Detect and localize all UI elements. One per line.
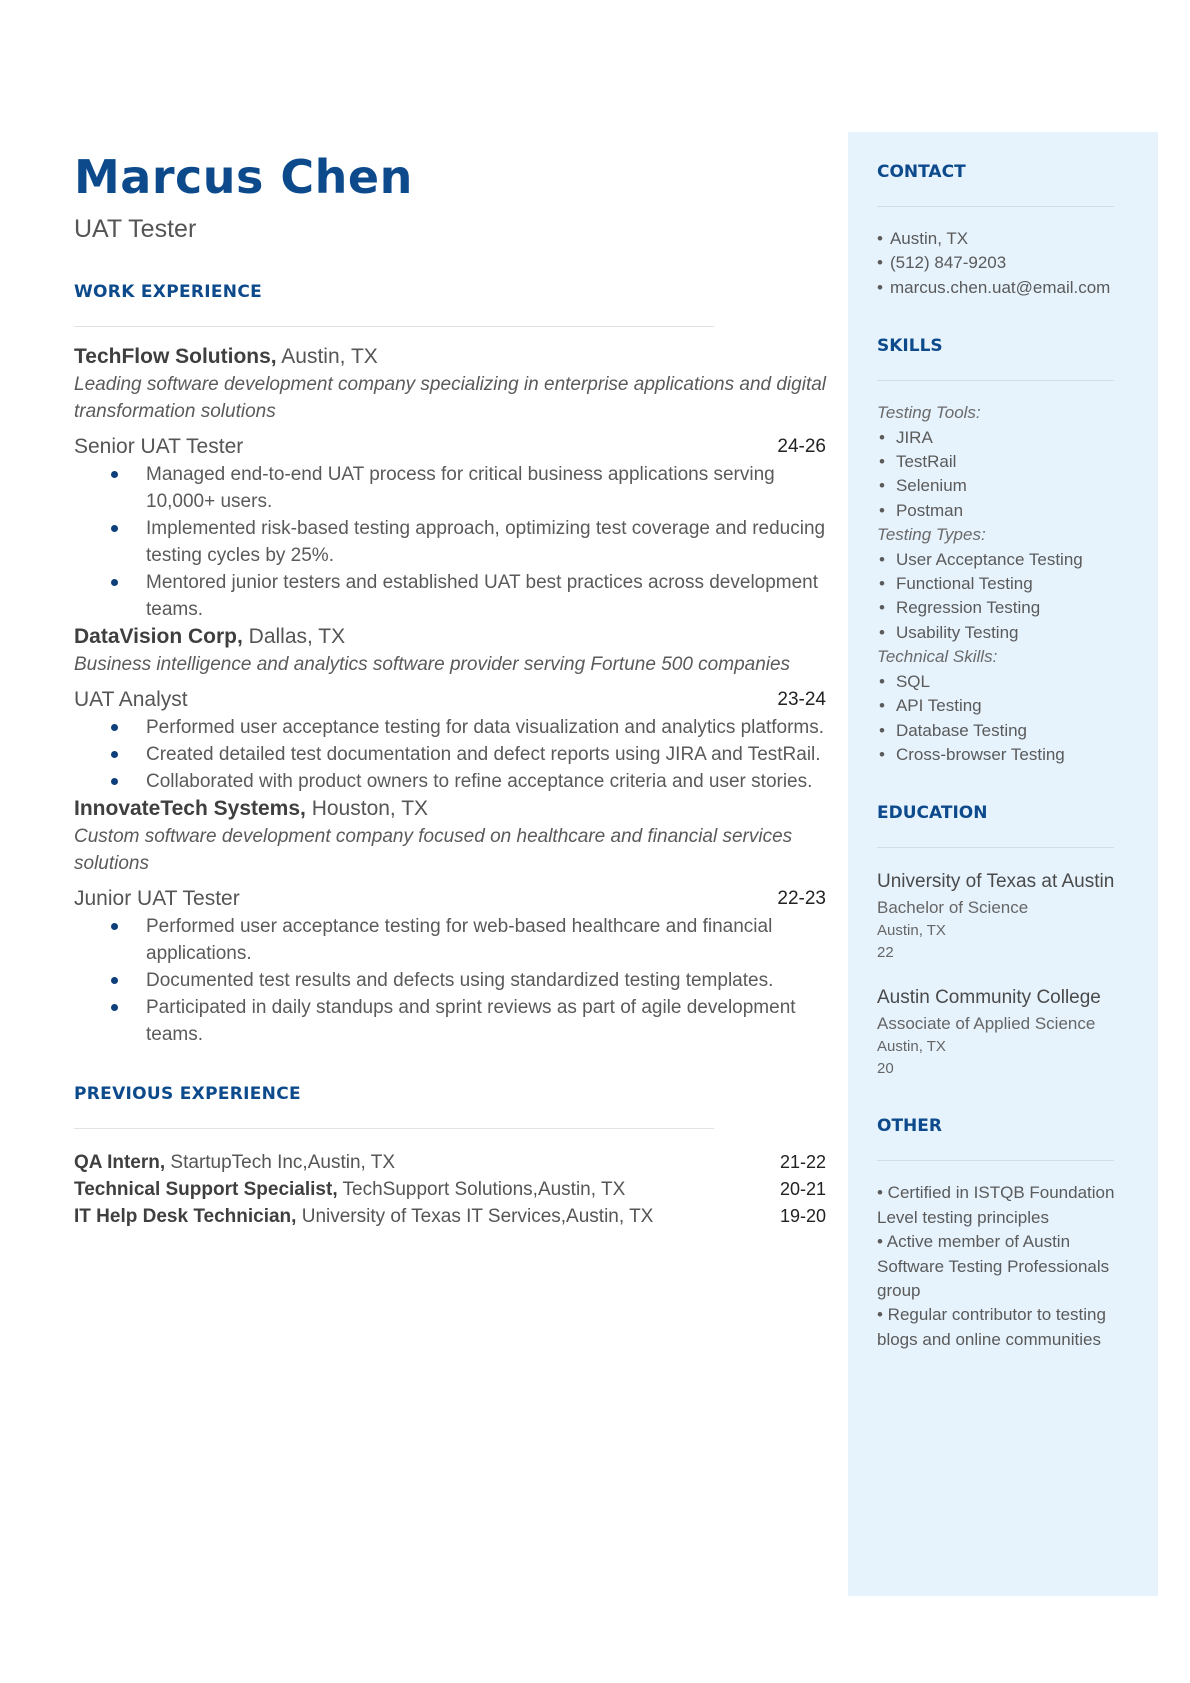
previous-item	[74, 1203, 826, 1230]
section-divider	[877, 847, 1114, 848]
bullet-item: Documented test results and defects using standardized testing templates.	[74, 967, 826, 994]
other-item: • Certified in ISTQB Foundation Level testing principles	[877, 1183, 1115, 1227]
education-entry	[877, 984, 1128, 1080]
bullet-dot-icon	[111, 751, 118, 758]
skill-item: • SQL	[879, 671, 930, 691]
bullet-dot-icon	[111, 977, 118, 984]
skill-category: Technical Skills:	[877, 647, 998, 667]
previous-org: University of Texas IT Services,Austin, TX	[296, 1206, 654, 1228]
education-year: 22	[877, 944, 894, 962]
job-title: Junior UAT Tester	[74, 887, 240, 911]
candidate-role: UAT Tester	[74, 215, 197, 244]
previous-item	[74, 1149, 826, 1176]
section-divider	[74, 1128, 714, 1129]
company-heading	[74, 343, 826, 371]
skills-title: SKILLS	[877, 336, 943, 357]
previous-dates: 19-20	[779, 1206, 826, 1227]
company-description: Business intelligence and analytics software provider serving Fortune 500 companies	[74, 654, 791, 676]
contact-title: CONTACT	[877, 162, 966, 182]
bullet-dot-icon	[111, 579, 118, 586]
skill-item: • TestRail	[879, 452, 957, 472]
previous-org: StartupTech Inc,Austin, TX	[165, 1152, 396, 1174]
education-location: Austin, TX	[877, 922, 946, 940]
other-title: OTHER	[877, 1116, 942, 1137]
education-entry	[877, 868, 1128, 964]
education-location: Austin, TX	[877, 1038, 946, 1056]
bullet-dot-icon	[111, 778, 118, 785]
bullet-item: Performed user acceptance testing for data visualization and analytics platforms.	[74, 714, 826, 741]
job-dates: 23-24	[777, 689, 826, 711]
other-item: • Active member of Austin Software Testing Professionals group	[877, 1232, 1110, 1300]
skill-item: • Selenium	[879, 476, 967, 496]
previous-role: IT Help Desk Technician,	[74, 1206, 297, 1228]
job-title: Senior UAT Tester	[74, 435, 244, 459]
company-location: Austin, TX	[276, 345, 378, 369]
work-experience-title: WORK EXPERIENCE	[74, 282, 263, 303]
company-name: DataVision Corp,	[74, 625, 243, 649]
bullet-item: Performed user acceptance testing for web-based healthcare and financial applications.	[74, 913, 826, 967]
contact-phone: • (512) 847-9203	[877, 253, 1007, 273]
sidebar	[848, 132, 1158, 1596]
skill-item: • Regression Testing	[879, 598, 1041, 618]
skill-category: Testing Types:	[877, 525, 986, 545]
company-location: Dallas, TX	[242, 625, 346, 649]
education-degree: Bachelor of Science	[877, 898, 1029, 918]
contact-list	[877, 227, 1128, 300]
previous-item	[74, 1176, 826, 1203]
job-dates: 22-23	[777, 888, 826, 910]
job-bullets	[74, 913, 826, 1048]
skill-item: • Postman	[879, 500, 964, 520]
previous-role: Technical Support Specialist,	[74, 1179, 338, 1201]
company-name: InnovateTech Systems,	[74, 797, 306, 821]
bullet-item: Implemented risk-based testing approach, optimizing test coverage and reducing testing cycles by 25%.	[74, 515, 826, 569]
bullet-dot-icon	[111, 1004, 118, 1011]
company-location: Houston, TX	[305, 797, 429, 821]
company-description: Custom software development company focused on healthcare and financial services solutions	[74, 826, 793, 875]
bullet-dot-icon	[111, 724, 118, 731]
section-divider	[877, 1160, 1114, 1161]
section-divider	[877, 206, 1114, 207]
bullet-item: Created detailed test documentation and defect reports using JIRA and TestRail.	[74, 741, 826, 768]
candidate-name: Marcus Chen	[74, 150, 413, 204]
other-item: • Regular contributor to testing blogs and online communities	[877, 1305, 1106, 1349]
skill-item: • JIRA	[879, 427, 933, 447]
skill-item: • Usability Testing	[879, 622, 1019, 642]
main-column	[74, 150, 826, 1230]
education-year: 20	[877, 1060, 894, 1078]
company-heading	[74, 623, 826, 651]
job-line	[74, 884, 826, 913]
previous-dates: 21-22	[779, 1152, 826, 1173]
company-name: TechFlow Solutions,	[74, 345, 277, 369]
job-bullets	[74, 461, 826, 623]
previous-experience-title: PREVIOUS EXPERIENCE	[74, 1084, 301, 1105]
skill-item: • User Acceptance Testing	[879, 549, 1083, 569]
skill-item: • Database Testing	[879, 720, 1028, 740]
section-divider	[877, 380, 1114, 381]
skill-item: • API Testing	[879, 696, 982, 716]
previous-experience-list	[74, 1149, 826, 1230]
job-title: UAT Analyst	[74, 688, 188, 712]
education-school: Austin Community College	[877, 987, 1101, 1009]
job-line	[74, 685, 826, 714]
company-heading	[74, 795, 826, 823]
bullet-dot-icon	[111, 923, 118, 930]
contact-email: • marcus.chen.uat@email.com	[877, 277, 1111, 297]
bullet-dot-icon	[111, 525, 118, 532]
bullet-item: Mentored junior testers and established UAT best practices across development teams.	[74, 569, 826, 623]
previous-dates: 20-21	[779, 1179, 826, 1200]
bullet-item: Managed end-to-end UAT process for critical business applications serving 10,000+ users.	[74, 461, 826, 515]
bullet-dot-icon	[111, 471, 118, 478]
skills-list	[877, 401, 1128, 767]
education-title: EDUCATION	[877, 803, 988, 824]
education-degree: Associate of Applied Science	[877, 1014, 1096, 1034]
bullet-item: Collaborated with product owners to refine acceptance criteria and user stories.	[74, 768, 826, 795]
job-dates: 24-26	[777, 436, 826, 458]
other-list	[877, 1181, 1128, 1352]
previous-role: QA Intern,	[74, 1152, 166, 1174]
contact-location: • Austin, TX	[877, 229, 969, 248]
job-bullets	[74, 714, 826, 795]
skill-item: • Cross-browser Testing	[879, 744, 1065, 764]
job-line	[74, 432, 826, 461]
education-school: University of Texas at Austin	[877, 871, 1115, 893]
skill-category: Testing Tools:	[877, 403, 981, 423]
bullet-item: Participated in daily standups and sprint reviews as part of agile development teams.	[74, 994, 826, 1048]
skill-item: • Functional Testing	[879, 574, 1033, 594]
previous-org: TechSupport Solutions,Austin, TX	[337, 1179, 626, 1201]
company-description: Leading software development company specializing in enterprise applications and digital transformation solutions	[74, 374, 827, 423]
